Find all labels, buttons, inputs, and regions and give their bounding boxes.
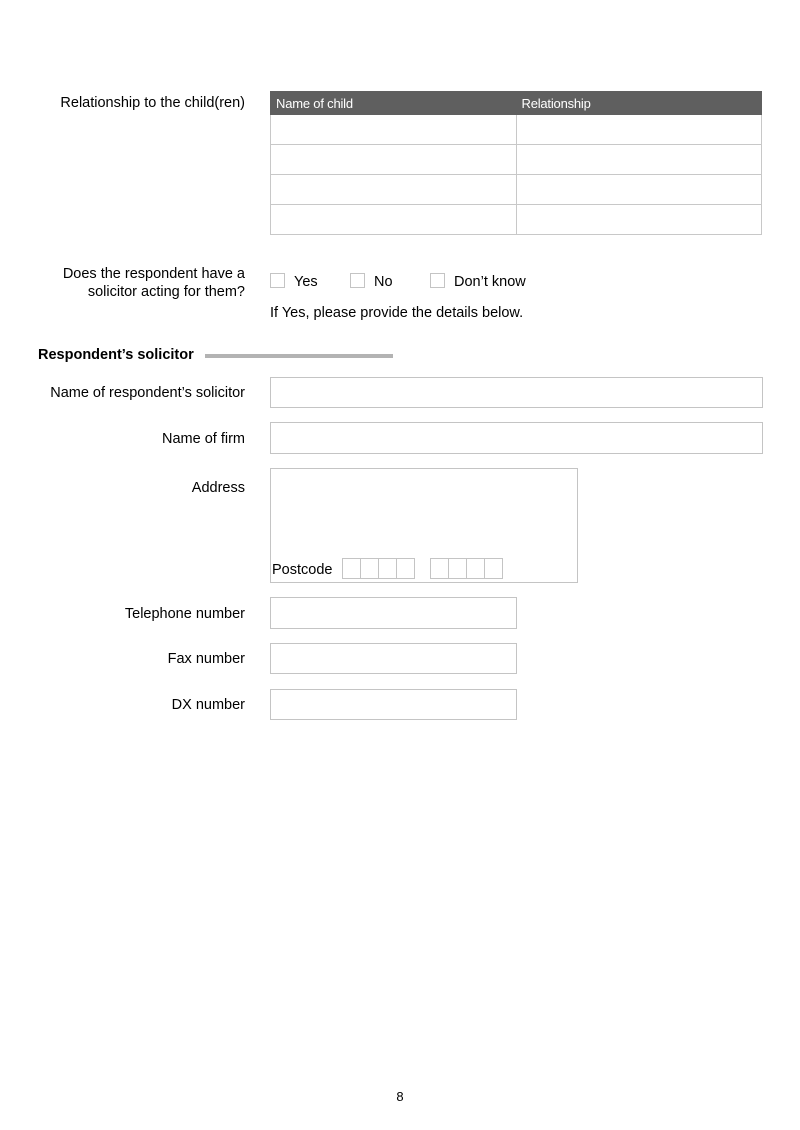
firm-name-label: Name of firm — [162, 431, 245, 447]
postcode-label: Postcode — [272, 562, 333, 578]
child-relationship-cell[interactable] — [516, 115, 762, 145]
firm-name-input[interactable] — [270, 422, 763, 454]
child-name-cell[interactable] — [271, 205, 517, 235]
section-divider — [205, 354, 393, 358]
postcode-cell[interactable] — [430, 558, 449, 579]
section-title: Respondent’s solicitor — [38, 347, 194, 363]
no-checkbox[interactable] — [350, 273, 365, 288]
table-row — [271, 175, 762, 205]
relationship-label: Relationship to the child(ren) — [60, 95, 245, 111]
dx-label: DX number — [171, 697, 245, 713]
dx-input[interactable] — [270, 689, 517, 720]
postcode-cell[interactable] — [448, 558, 467, 579]
address-label: Address — [191, 480, 245, 496]
dont-know-checkbox[interactable] — [430, 273, 445, 288]
postcode-cell[interactable] — [466, 558, 485, 579]
postcode-cell[interactable] — [378, 558, 397, 579]
fax-input[interactable] — [270, 643, 517, 674]
fax-label: Fax number — [167, 651, 245, 667]
child-relationship-cell[interactable] — [516, 175, 762, 205]
postcode-inward-cells — [430, 558, 502, 579]
child-name-cell[interactable] — [271, 115, 517, 145]
yes-option-label: Yes — [294, 274, 318, 290]
postcode-cell[interactable] — [484, 558, 503, 579]
yes-checkbox[interactable] — [270, 273, 285, 288]
column-header-relationship: Relationship — [516, 92, 762, 115]
child-name-cell[interactable] — [271, 175, 517, 205]
table-row — [271, 205, 762, 235]
column-header-name-of-child: Name of child — [271, 92, 517, 115]
telephone-label: Telephone number — [124, 606, 245, 622]
children-relationship-table — [270, 91, 762, 235]
postcode-outward-cells — [342, 558, 414, 579]
child-name-cell[interactable] — [271, 145, 517, 175]
postcode-cell[interactable] — [360, 558, 379, 579]
telephone-input[interactable] — [270, 597, 517, 629]
dont-know-option-label: Don’t know — [454, 274, 526, 290]
page-number: 8 — [396, 1089, 404, 1104]
table-row — [271, 115, 762, 145]
child-relationship-cell[interactable] — [516, 145, 762, 175]
postcode-cell[interactable] — [342, 558, 361, 579]
postcode-cell[interactable] — [396, 558, 415, 579]
solicitor-question-label-line2: solicitor acting for them? — [87, 284, 245, 300]
no-option-label: No — [374, 274, 393, 290]
solicitor-name-input[interactable] — [270, 377, 763, 408]
solicitor-name-label: Name of respondent’s solicitor — [50, 385, 245, 401]
solicitor-question-label-line1: Does the respondent have a — [62, 266, 245, 282]
table-row — [271, 145, 762, 175]
if-yes-note: If Yes, please provide the details below. — [270, 305, 524, 321]
child-relationship-cell[interactable] — [516, 205, 762, 235]
